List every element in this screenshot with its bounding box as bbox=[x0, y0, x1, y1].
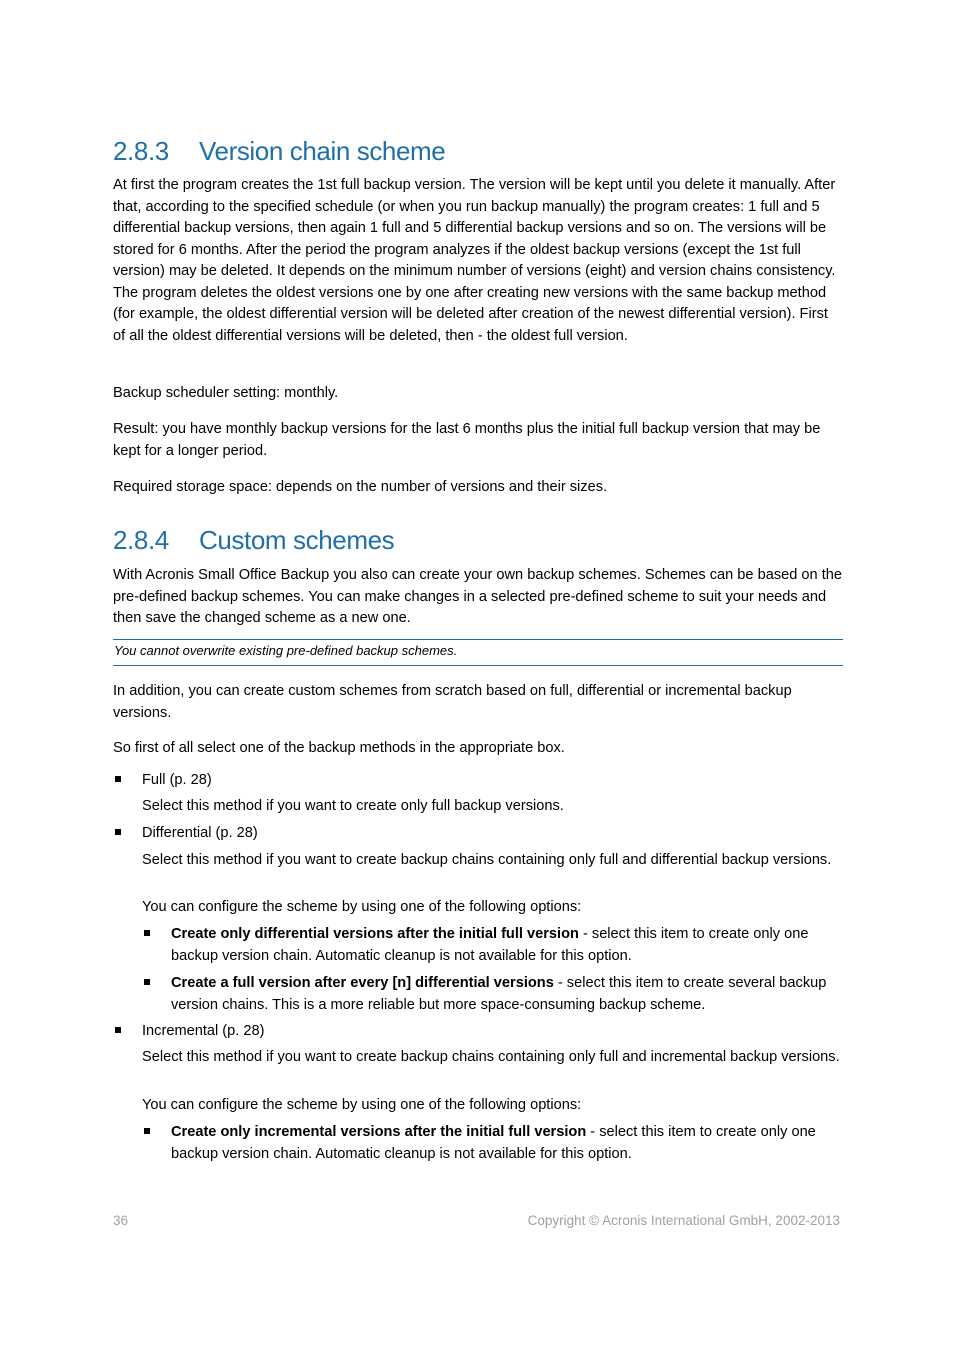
list-item-differential bbox=[142, 823, 842, 845]
bullet-square-icon bbox=[144, 1128, 150, 1134]
differential-option-2 bbox=[171, 973, 843, 1016]
bullet-square-icon bbox=[144, 930, 150, 936]
option-title: Create a full version after every [n] differential versions bbox=[171, 975, 554, 991]
heading-title: Version chain scheme bbox=[199, 136, 446, 166]
incremental-options-intro: You can configure the scheme by using one of the following options: bbox=[142, 1097, 582, 1113]
heading-custom-schemes bbox=[113, 525, 394, 555]
differential-option-1 bbox=[171, 924, 843, 967]
paragraph-custom-schemes-intro: With Acronis Small Office Backup you also can create your own backup schemes. Schemes can be based on the pre-defined backup schemes. You can make changes in a selected pre-defined scheme to suit your needs and then save the changed scheme as a new one. bbox=[113, 567, 842, 626]
option-title: Create only differential versions after the initial full version bbox=[171, 926, 579, 942]
bullet-square-icon bbox=[144, 979, 150, 985]
link-differential[interactable]: Differential (p. 28) bbox=[142, 825, 258, 841]
option-title: Create only incremental versions after the initial full version bbox=[171, 1124, 587, 1140]
paragraph-from-scratch: In addition, you can create custom schemes from scratch based on full, differential or incremental backup versions. bbox=[113, 683, 792, 721]
bullet-square-icon bbox=[115, 829, 121, 835]
option-text: - select this item to create several backup version chains. This is a more reliable but more space-consuming backup scheme. bbox=[171, 975, 827, 1013]
paragraph-select-method: So first of all select one of the backup methods in the appropriate box. bbox=[113, 740, 565, 756]
incremental-option-1 bbox=[171, 1122, 843, 1165]
full-description: Select this method if you want to create only full backup versions. bbox=[142, 798, 564, 814]
paragraph-storage-space: Required storage space: depends on the number of versions and their sizes. bbox=[113, 479, 608, 495]
link-full[interactable]: Full (p. 28) bbox=[142, 772, 212, 788]
note-text: You cannot overwrite existing pre-defined backup schemes. bbox=[114, 643, 458, 658]
heading-number: 2.8.3 bbox=[113, 136, 169, 166]
heading-version-chain-scheme bbox=[113, 136, 445, 166]
list-item-full bbox=[142, 770, 842, 792]
differential-options-intro: You can configure the scheme by using one of the following options: bbox=[142, 899, 582, 915]
bullet-square-icon bbox=[115, 776, 121, 782]
paragraph-result: Result: you have monthly backup versions for the last 6 months plus the initial full backup version that may be kept for a longer period. bbox=[113, 421, 821, 459]
paragraph-scheduler-setting: Backup scheduler setting: monthly. bbox=[113, 385, 339, 401]
link-incremental[interactable]: Incremental (p. 28) bbox=[142, 1023, 265, 1039]
option-text: - select this item to create only one backup version chain. Automatic cleanup is not available for this option. bbox=[171, 926, 809, 964]
paragraph-version-chain-description: At first the program creates the 1st full backup version. The version will be kept until you delete it manually. After that, according to the specified schedule (or when you run backup manually) the program creates: 1 full and 5 differential backup versions, then again 1 full and 5 differential backup versions and so on. The versions will be stored for 6 months. After the period the program analyzes if the oldest backup versions (except the 1st full version) may be deleted. It depends on the minimum number of versions (eight) and version chains consistency. The program deletes the oldest versions one by one after creating new versions with the same backup method (for example, the oldest differential version will be deleted after creation of the newest differential version). First of all the oldest differential versions will be deleted, then - the oldest full version. bbox=[113, 177, 836, 344]
differential-description: Select this method if you want to create backup chains containing only full and differential backup versions. bbox=[142, 852, 832, 868]
list-item-incremental bbox=[142, 1021, 842, 1043]
heading-number: 2.8.4 bbox=[113, 525, 169, 555]
incremental-description: Select this method if you want to create backup chains containing only full and incremental backup versions. bbox=[142, 1049, 840, 1065]
option-text: - select this item to create only one backup version chain. Automatic cleanup is not available for this option. bbox=[171, 1124, 816, 1162]
note-box bbox=[113, 639, 843, 666]
footer-page-number: 36 bbox=[113, 1213, 129, 1228]
bullet-square-icon bbox=[115, 1027, 121, 1033]
footer-copyright: Copyright © Acronis International GmbH, 2002-2013 bbox=[527, 1213, 840, 1228]
heading-title: Custom schemes bbox=[199, 525, 395, 555]
